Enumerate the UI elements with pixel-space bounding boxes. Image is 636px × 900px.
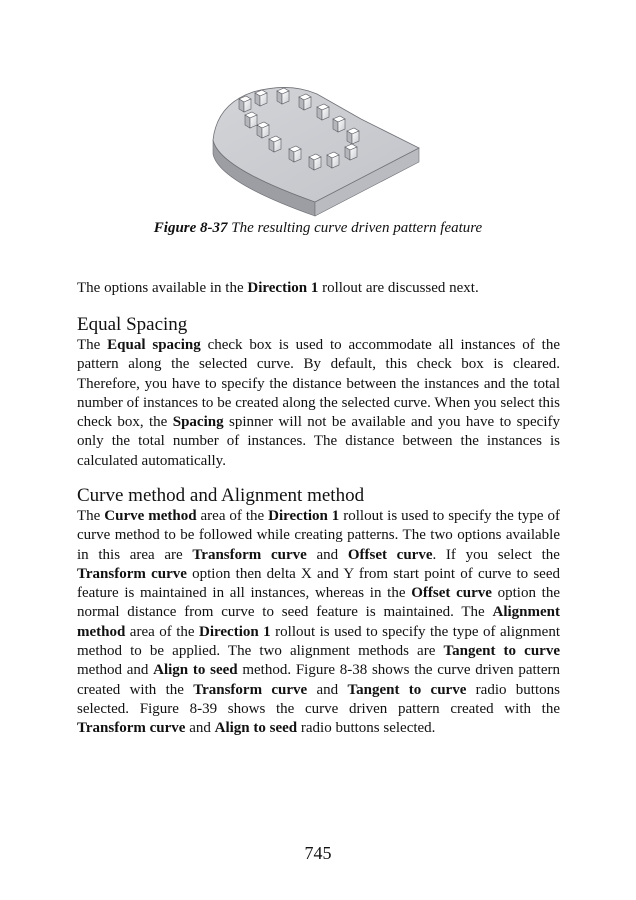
bold-term: Curve method: [104, 508, 197, 524]
curve-driven-pattern-illustration: [205, 82, 435, 222]
text-run: and: [306, 546, 348, 563]
text-run: . If you select the: [432, 546, 560, 563]
bold-term: Transform curve: [77, 720, 186, 737]
pattern-instance: [299, 94, 311, 110]
text-run: check box is used to accommodate all instances of the pattern along the selected curve. By default, this check box is cleared. Therefore, you have to specify the distance between the instances and the total number of instances to be created along the selected curve. When you select this check box, the: [77, 337, 560, 431]
pattern-instance: [345, 144, 357, 160]
pattern-instance: [289, 146, 301, 162]
pattern-instance: [269, 136, 281, 152]
pattern-instance: [277, 88, 289, 104]
text-run: rollout is used to specify the type of curve method to be followed while creating patterns. The two options available in this area are: [77, 508, 560, 563]
pattern-instance: [255, 90, 267, 106]
bold-term: Tangent to curve: [443, 643, 560, 660]
intro-block: [77, 279, 560, 298]
bold-term: Offset curve: [347, 546, 433, 563]
bold-term: Direction 1: [268, 508, 340, 524]
pattern-instance: [309, 154, 321, 170]
text-run: area of the: [125, 623, 199, 640]
bold-term: Alignment method: [77, 604, 560, 640]
pattern-instance: [347, 128, 359, 144]
pattern-figure: [205, 82, 435, 222]
text-run: and: [307, 681, 348, 698]
intro-paragraph: [77, 279, 560, 298]
pattern-instance: [245, 112, 257, 128]
section-paragraph: [77, 507, 560, 739]
bold-term: Transform curve: [193, 681, 308, 698]
text-run: method and: [77, 662, 154, 679]
text-run: radio buttons selected. Figure 8-39 shows the curve driven pattern created with the: [77, 681, 560, 717]
pattern-instance: [239, 96, 251, 112]
text-run: option then delta X and Y from start point of curve to seed feature is maintained in all instances, whereas in the: [77, 565, 560, 602]
text-run: and: [185, 720, 215, 737]
bold-term: Direction 1: [247, 280, 319, 296]
bold-term: Offset curve: [411, 585, 492, 602]
bold-term: Transform curve: [77, 565, 187, 582]
pattern-instance: [317, 104, 329, 120]
bold-term: Transform curve: [192, 546, 307, 563]
pattern-instance: [333, 116, 345, 132]
figure-number: Figure 8-37: [153, 220, 228, 236]
text-run: radio buttons selected.: [297, 720, 436, 737]
text-run: method. Figure 8-38 shows the curve driven pattern created with the: [77, 662, 561, 698]
section-curve-alignment-method: [77, 485, 560, 739]
text-run: The: [77, 508, 105, 524]
section-equal-spacing: [77, 314, 560, 471]
bold-term: Align to seed: [153, 662, 238, 679]
section-heading: Curve method and Alignment method: [77, 485, 365, 506]
text-run: The options available in the: [77, 280, 248, 296]
bold-term: Equal spacing: [107, 337, 201, 353]
text-run: option the normal distance from curve to seed feature is maintained. The: [77, 585, 560, 621]
bold-term: Tangent to curve: [347, 681, 467, 698]
pattern-instance: [327, 152, 339, 168]
figure-caption: [0, 220, 636, 237]
text-run: rollout are discussed next.: [318, 280, 479, 296]
text-run: spinner will not be available and you have to specify only the total number of instances. The distance between the instances is calculated automatically.: [77, 414, 560, 469]
section-heading: Equal Spacing: [77, 314, 188, 335]
text-run: rollout is used to specify the type of alignment method to be applied. The two alignment methods are: [77, 623, 560, 660]
page-number: 745: [304, 843, 332, 863]
bold-term: Direction 1: [199, 623, 271, 640]
text-run: The: [77, 337, 108, 353]
bold-term: Align to seed: [214, 720, 298, 737]
text-run: area of the: [196, 508, 269, 524]
bold-term: Spacing: [172, 414, 224, 431]
section-paragraph: [77, 336, 560, 471]
figure-caption-text: The resulting curve driven pattern feature: [231, 220, 483, 236]
pattern-instance: [257, 122, 269, 138]
